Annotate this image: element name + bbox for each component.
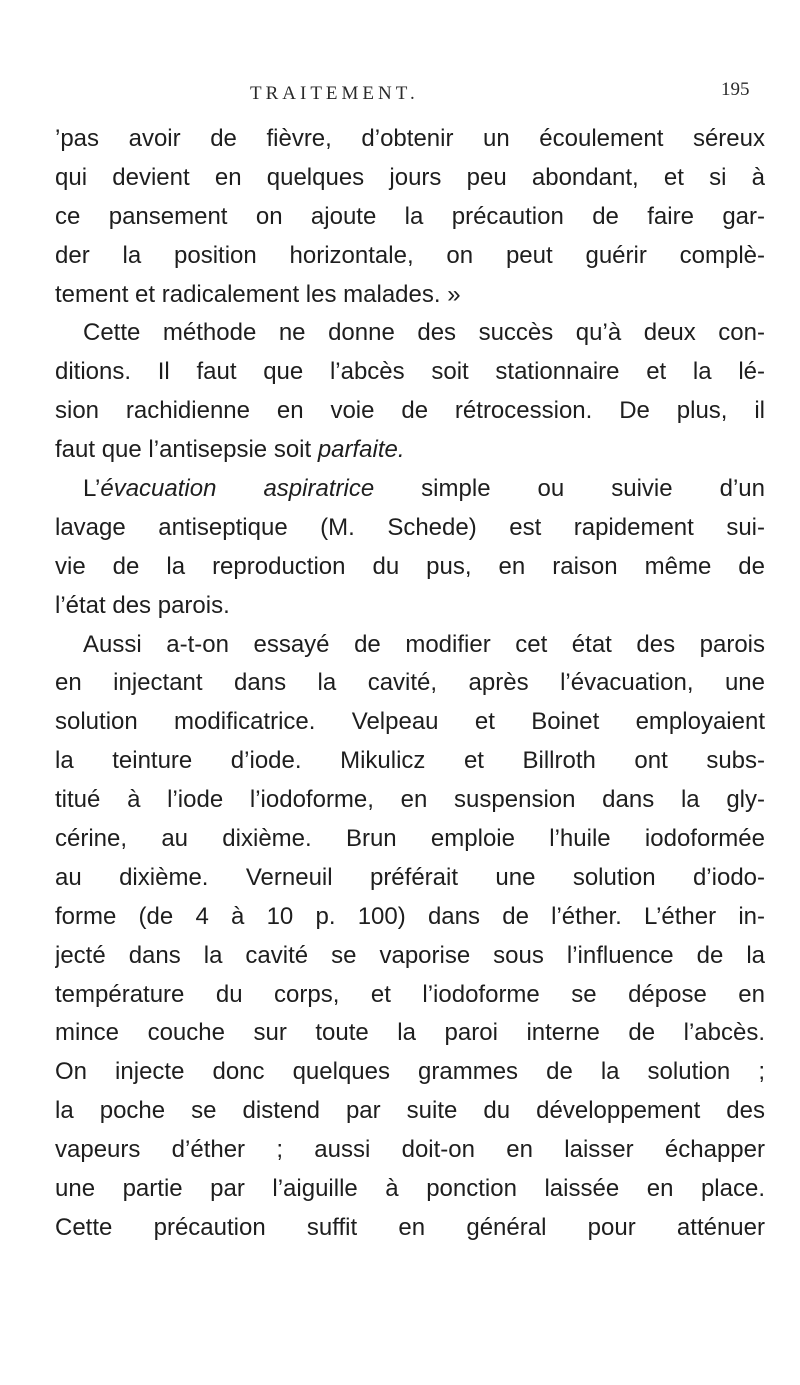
page-number: 195 <box>721 79 750 100</box>
text-line: sion rachidienne en voie de rétrocession. De plus, il <box>55 397 765 425</box>
text-line: vie de la reproduction du pus, en raison même de <box>55 552 765 580</box>
text-line: mince couche sur toute la paroi interne de l’abcès. <box>55 1019 765 1047</box>
text-line <box>55 431 765 470</box>
text-line: vapeurs d’éther ; aussi doit-on en laisser échapper <box>55 1136 765 1164</box>
text-line: jecté dans la cavité se vaporise sous l’influence de la <box>55 941 765 969</box>
text-line: la poche se distend par suite du développement des <box>55 1097 765 1125</box>
italic-text: parfaite. <box>317 436 405 464</box>
text-line: Aussi a-t-on essayé de modifier cet état des parois <box>83 630 765 658</box>
text-line: tement et radicalement les malades. » <box>55 280 461 308</box>
text-line: solution modificatrice. Velpeau et Boinet employaient <box>55 708 765 736</box>
text-segment: faut que l’antisepsie soit <box>55 436 318 464</box>
text-line: titué à l’iode l’iodoforme, en suspension dans la gly- <box>55 786 765 814</box>
text-line: l’état des parois. <box>55 591 230 619</box>
text-line: qui devient en quelques jours peu abondant, et si à <box>55 163 765 191</box>
text-line: forme (de 4 à 10 p. 100) dans de l’éther. L’éther in- <box>55 902 765 930</box>
text-line: der la position horizontale, on peut guérir complè- <box>55 241 765 269</box>
text-line: ditions. Il faut que l’abcès soit stationnaire et la lé- <box>55 358 765 386</box>
text-line: cérine, au dixième. Brun emploie l’huile iodoformée <box>55 825 765 853</box>
text-line: On injecte donc quelques grammes de la solution ; <box>55 1058 765 1086</box>
text-line: ce pansement on ajoute la précaution de faire gar- <box>55 202 765 230</box>
text-line: en injectant dans la cavité, après l’évacuation, une <box>55 669 765 697</box>
text-segment: L’ <box>83 475 101 503</box>
running-head: TRAITEMENT. <box>250 83 419 104</box>
text-segment: simple ou suivie d’un <box>374 475 765 503</box>
text-line: la teinture d’iode. Mikulicz et Billroth ont subs- <box>55 747 765 775</box>
text-line: Cette méthode ne donne des succès qu’à deux con- <box>83 319 765 347</box>
text-line <box>55 470 765 509</box>
text-line: lavage antiseptique (M. Schede) est rapidement sui- <box>55 513 765 541</box>
text-line: Cette précaution suffit en général pour atténuer <box>55 1213 765 1241</box>
text-line: une partie par l’aiguille à ponction laissée en place. <box>55 1175 765 1203</box>
italic-text: évacuation aspiratrice <box>100 475 375 503</box>
text-line: ’pas avoir de fièvre, d’obtenir un écoulement séreux <box>55 125 765 152</box>
text-line: température du corps, et l’iodoforme se dépose en <box>55 980 765 1008</box>
text-line: au dixième. Verneuil préférait une solution d’iodo- <box>55 863 765 891</box>
body-text <box>55 120 765 1248</box>
